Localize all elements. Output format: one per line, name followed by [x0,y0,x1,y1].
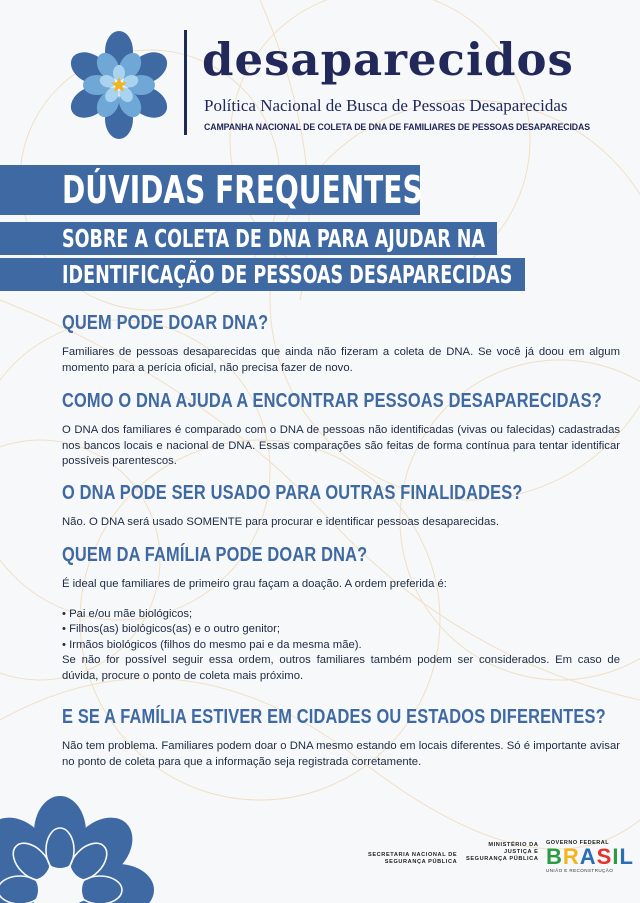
header [64,30,624,140]
faq-question: COMO O DNA AJUDA A ENCONTRAR PESSOAS DESAPARECIDAS? [62,390,602,412]
faq-answer-text: Familiares de pessoas desaparecidas que ainda não fizeram a coleta de DNA. Se você já doou em algum momento para a perícia oficial, não precisa fazer de novo. [62,346,620,374]
ministerio-line-1: MINISTÉRIO DA [488,842,539,848]
faq-question: QUEM PODE DOAR DNA? [62,312,269,334]
flower-logo-icon [64,30,174,140]
gov-tagline: UNIÃO E RECONSTRUÇÃO [546,868,614,873]
ministerio-line-2: JUSTIÇA E [504,849,539,855]
faq-answer [62,515,620,531]
faq-item [62,544,620,684]
secretaria-logo [368,852,457,866]
gov-wordmark: BRASIL [546,844,634,869]
faq-answer-outro: Se não for possível seguir essa ordem, outros familiares também podem ser considerados. Em caso de dúvida, procure o ponto de coleta mais próximo. [62,654,620,682]
header-divider [184,30,187,135]
faq-question: E SE A FAMÍLIA ESTIVER EM CIDADES OU ESTADOS DIFERENTES? [62,706,606,728]
list-item: • Pai e/ou mãe biológicos; [62,607,620,623]
faq-answer [62,577,620,684]
faq-answer-text: O DNA dos familiares é comparado com o DNA de pessoas não identificadas (vivas ou falecidas) cadastradas nos bancos locais e nacional de DNA. Essas comparações são feitas de forma contínua para tentar identificar possíveis parentescos. [62,424,620,467]
title-banner-main [0,165,423,215]
list-item: • Filhos(as) biológicos(as) e o outro genitor; [62,622,620,638]
gov-title: GOVERNO FEDERAL [546,840,610,846]
faq-item [62,482,620,531]
faq-answer-text: Não. O DNA será usado SOMENTE para procurar e identificar pessoas desaparecidas. [62,516,500,528]
title-banner-sub-2 [0,258,525,291]
title-line-1: DÚVIDAS FREQUENTES [62,168,423,212]
faq-question: QUEM DA FAMÍLIA PODE DOAR DNA? [62,544,368,566]
governo-federal-logo [546,840,634,873]
title-banner-sub-1 [0,222,497,255]
secretaria-line-2: SEGURANÇA PÚBLICA [384,859,458,865]
faq-answer [62,345,620,376]
faq-item [62,706,620,770]
secretaria-line-1: SECRETARIA NACIONAL DE [368,852,458,858]
title-line-3: IDENTIFICAÇÃO DE PESSOAS DESAPARECIDAS [62,260,513,289]
list-item: • Irmãos biológicos (filhos do mesmo pai e da mesma mãe). [62,638,620,654]
policy-subtitle: Política Nacional de Busca de Pessoas Desaparecidas [204,96,568,115]
faq-question: O DNA PODE SER USADO PARA OUTRAS FINALIDADES? [62,482,523,504]
brand-wordmark: desaparecidos [202,33,574,86]
ministerio-logo [466,842,538,863]
donor-order-list [62,607,620,654]
faq-answer [62,739,620,770]
faq-answer [62,423,620,470]
flower-decoration-icon [0,780,160,903]
campaign-tagline: CAMPANHA NACIONAL DE COLETA DE DNA DE FAMILIARES DE PESSOAS DESAPARECIDAS [204,122,590,133]
title-line-2: SOBRE A COLETA DE DNA PARA AJUDAR NA [62,224,486,253]
faq-item [62,312,620,376]
faq-answer-intro: É ideal que familiares de primeiro grau façam a doação. A ordem preferida é: [62,578,447,590]
faq-answer-text: Não tem problema. Familiares podem doar o DNA mesmo estando em locais diferentes. Só é importante avisar no ponto de coleta para que a informação seja registrada corretamente. [62,740,620,768]
faq-item [62,390,620,470]
ministerio-line-3: SEGURANÇA PÚBLICA [466,856,539,862]
